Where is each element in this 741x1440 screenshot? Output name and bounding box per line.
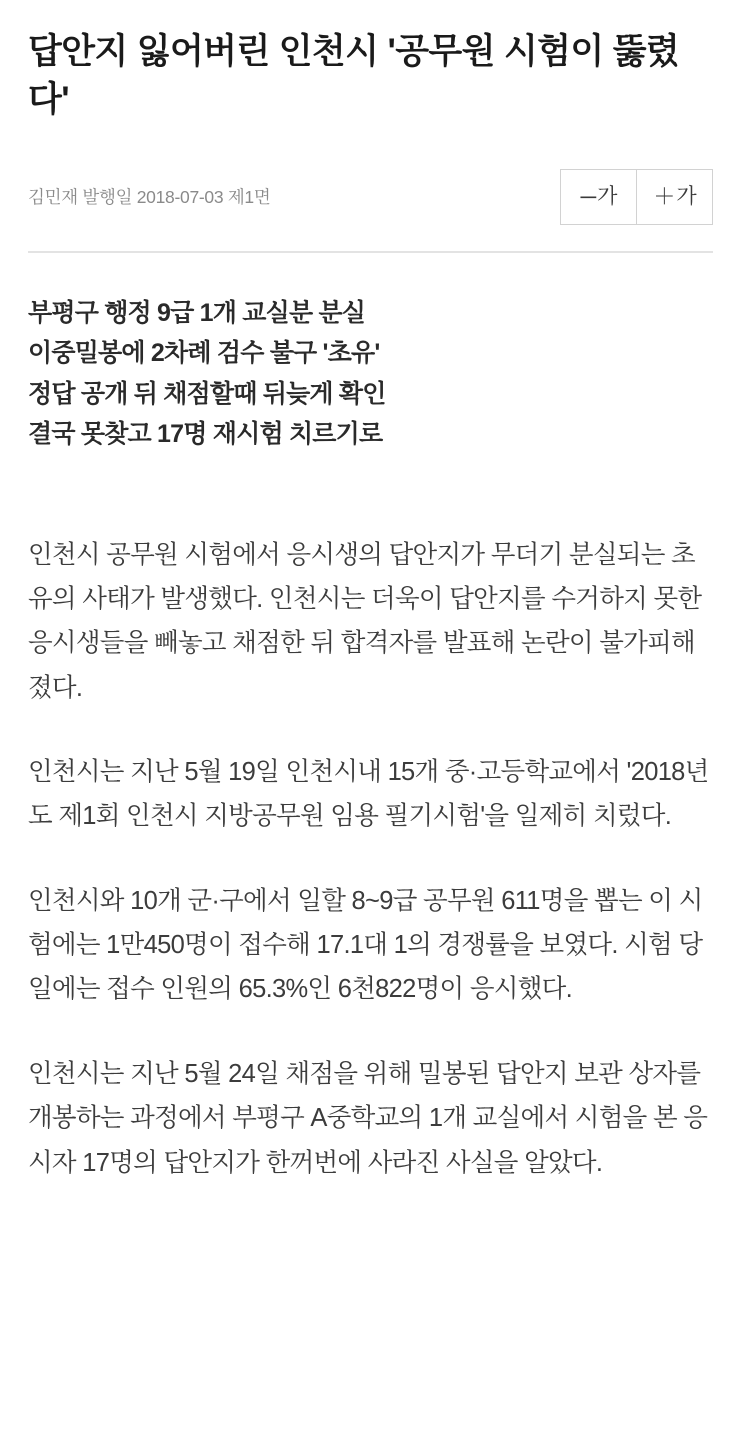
plus-icon: ＋ xyxy=(653,183,675,209)
decrease-font-size-label: 가 xyxy=(597,185,617,209)
minus-icon: ─ xyxy=(580,183,596,209)
bottom-spacer xyxy=(28,1185,713,1225)
subhead-line: 결국 못찾고 17명 재시험 치르기로 xyxy=(28,420,383,449)
subhead-line: 이중밀봉에 2차례 검수 불구 '초유' xyxy=(28,339,380,368)
article-container xyxy=(0,28,741,1225)
page-title: 답안지 잃어버린 인천시 '공무원 시험이 뚫렸다' xyxy=(28,32,680,120)
decrease-font-size-button[interactable] xyxy=(561,170,637,224)
body-paragraph: 인천시와 10개 군·구에서 일할 8~9급 공무원 611명을 뽑는 이 시험에는 1만450명이 접수해 17.1대 1의 경쟁률을 보였다. 시험 당일에는 접수 인원의 65.3%인 6천822명이 응시했다. xyxy=(28,886,703,1004)
body-paragraph: 인천시 공무원 시험에서 응시생의 답안지가 무더기 분실되는 초유의 사태가 발생했다. 인천시는 더욱이 답안지를 수거하지 못한 응시생들을 빼놓고 채점한 뒤 합격자를 발표해 논란이 불가피해졌다. xyxy=(28,540,702,702)
subhead-list xyxy=(28,293,713,455)
subhead-line: 정답 공개 뒤 채점할때 뒤늦게 확인 xyxy=(28,379,386,408)
byline: 김민재 발행일 2018-07-03 제1면 xyxy=(28,187,271,208)
font-size-controls xyxy=(560,169,713,225)
body-paragraph: 인천시는 지난 5월 24일 채점을 위해 밀봉된 답안지 보관 상자를 개봉하는 과정에서 부평구 A중학교의 1개 교실에서 시험을 본 응시자 17명의 답안지가 한꺼번에 사라진 사실을 알았다. xyxy=(28,1059,708,1177)
subhead-line: 부평구 행정 9급 1개 교실분 분실 xyxy=(28,298,366,327)
increase-font-size-label: 가 xyxy=(676,185,696,209)
body-paragraph: 인천시는 지난 5월 19일 인천시내 15개 중·고등학교에서 '2018년도 제1회 인천시 지방공무원 임용 필기시험'을 일제히 치렀다. xyxy=(28,758,709,831)
header-divider xyxy=(28,251,713,253)
increase-font-size-button[interactable] xyxy=(637,170,712,224)
article-body xyxy=(28,533,713,1185)
article-meta-row xyxy=(28,169,713,225)
